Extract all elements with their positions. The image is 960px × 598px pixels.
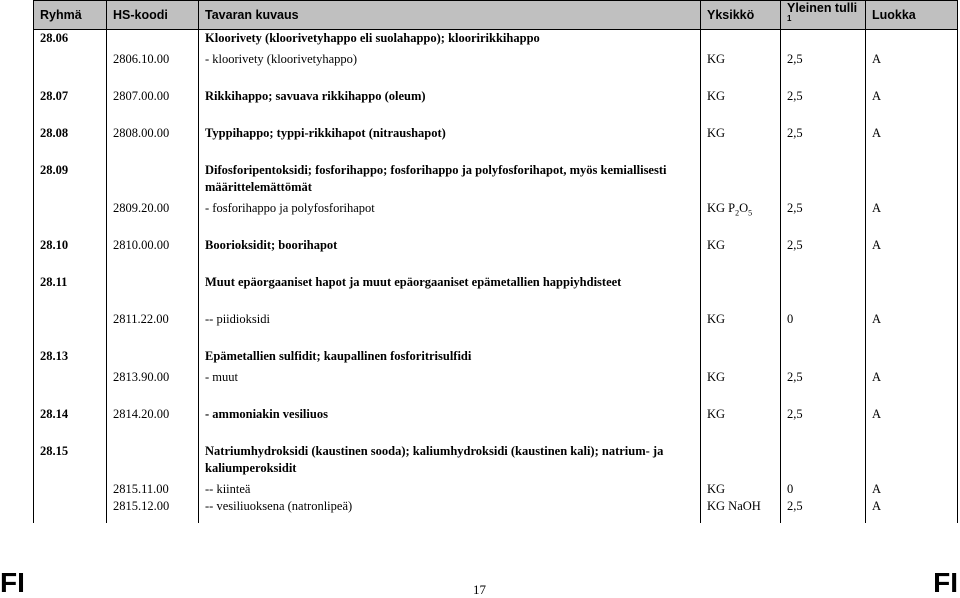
- col-header-tulli: Yleinen tulli $^1$: [781, 1, 866, 30]
- rate-cell: 2,5: [781, 498, 866, 515]
- class-cell: A: [866, 406, 958, 423]
- group-cell: 28.15: [34, 443, 107, 477]
- table-row: [34, 30, 958, 48]
- page-number: 17: [473, 582, 486, 597]
- language-mark-right: FI: [933, 567, 958, 598]
- rate-cell: 2,5: [781, 200, 866, 217]
- rate-cell: 2,5: [781, 406, 866, 423]
- group-cell: 28.07: [34, 88, 107, 105]
- table-row: [34, 498, 958, 515]
- description-cell: Natriumhydroksidi (kaustinen sooda); kaliumhydroksidi (kaustinen kali); natrium- ja kaliumperoksidit: [199, 443, 701, 477]
- group-cell: 28.14: [34, 406, 107, 423]
- rate-cell: 2,5: [781, 369, 866, 386]
- rate-cell: 2,5: [781, 237, 866, 254]
- unit-cell: KG NaOH: [701, 498, 781, 515]
- group-cell: 28.09: [34, 162, 107, 196]
- table-row: [34, 200, 958, 217]
- hs-code-cell: 2815.12.00: [107, 498, 199, 515]
- col-header-yksikko: Yksikkö: [701, 1, 781, 30]
- hs-code-cell: 2811.22.00: [107, 311, 199, 328]
- hs-code-cell: 2808.00.00: [107, 125, 199, 142]
- table-row: [34, 162, 958, 196]
- class-cell: A: [866, 237, 958, 254]
- col-header-kuvaus: Tavaran kuvaus: [199, 1, 701, 30]
- unit-cell: KG: [701, 88, 781, 105]
- table-row: [34, 369, 958, 386]
- table-row: [34, 311, 958, 328]
- description-cell: Epämetallien sulfidit; kaupallinen fosforitrisulfidi: [199, 348, 701, 365]
- group-cell: 28.11: [34, 274, 107, 291]
- description-cell: Kloorivety (kloorivetyhappo eli suolahappo); klooririkkihappo: [199, 30, 701, 48]
- unit-cell: KG: [701, 125, 781, 142]
- description-cell: - muut: [199, 369, 701, 386]
- unit-cell: KG: [701, 369, 781, 386]
- description-cell: - ammoniakin vesiliuos: [199, 406, 701, 423]
- group-cell: 28.10: [34, 237, 107, 254]
- col-header-ryhma: Ryhmä: [34, 1, 107, 30]
- description-cell: -- kiinteä: [199, 481, 701, 498]
- description-cell: - fosforihappo ja polyfosforihapot: [199, 200, 701, 217]
- table-row: [34, 125, 958, 142]
- rate-cell: 2,5: [781, 125, 866, 142]
- footnote-marker: 1: [787, 13, 792, 23]
- class-cell: A: [866, 481, 958, 498]
- table-row: [34, 88, 958, 105]
- hs-code-cell: 2806.10.00: [107, 51, 199, 68]
- description-cell: Difosforipentoksidi; fosforihappo; fosforihappo ja polyfosforihapot, myös kemiallisesti määrittelemättömät: [199, 162, 701, 196]
- unit-cell: KG: [701, 311, 781, 328]
- unit-cell: KG: [701, 406, 781, 423]
- group-cell: 28.08: [34, 125, 107, 142]
- description-cell: -- piidioksidi: [199, 311, 701, 328]
- class-cell: A: [866, 88, 958, 105]
- class-cell: A: [866, 369, 958, 386]
- group-cell: 28.06: [34, 30, 107, 48]
- col-header-luokka: Luokka: [866, 1, 958, 30]
- description-cell: Muut epäorgaaniset hapot ja muut epäorgaaniset epämetallien happiyhdisteet: [199, 274, 701, 291]
- class-cell: A: [866, 125, 958, 142]
- table-row: [34, 481, 958, 498]
- table-row: [34, 237, 958, 254]
- description-cell: - kloorivety (kloorivetyhappo): [199, 51, 701, 68]
- table-row: [34, 348, 958, 365]
- class-cell: A: [866, 311, 958, 328]
- table-row: [34, 51, 958, 68]
- class-cell: A: [866, 200, 958, 217]
- description-cell: Typpihappo; typpi-rikkihapot (nitraushapot): [199, 125, 701, 142]
- hs-code-cell: 2814.20.00: [107, 406, 199, 423]
- unit-cell: KG: [701, 237, 781, 254]
- header-row: [34, 1, 958, 30]
- rate-cell: 0: [781, 481, 866, 498]
- hs-code-cell: 2807.00.00: [107, 88, 199, 105]
- unit-cell: KG: [701, 481, 781, 498]
- unit-cell: KG $P_2O_5$: [701, 200, 781, 217]
- hs-code-cell: 2810.00.00: [107, 237, 199, 254]
- hs-code-cell: 2809.20.00: [107, 200, 199, 217]
- language-mark-left: FI: [0, 567, 25, 598]
- group-cell: 28.13: [34, 348, 107, 365]
- rate-cell: 2,5: [781, 88, 866, 105]
- description-cell: -- vesiliuoksena (natronlipeä): [199, 498, 701, 515]
- unit-cell: KG: [701, 51, 781, 68]
- hs-code-cell: 2813.90.00: [107, 369, 199, 386]
- table-row: [34, 274, 958, 291]
- tariff-table: [33, 0, 958, 523]
- class-cell: A: [866, 51, 958, 68]
- col-header-hs-koodi: HS-koodi: [107, 1, 199, 30]
- table-row: [34, 406, 958, 423]
- rate-cell: 0: [781, 311, 866, 328]
- class-cell: A: [866, 498, 958, 515]
- table-row: [34, 443, 958, 477]
- hs-code-cell: 2815.11.00: [107, 481, 199, 498]
- description-cell: Rikkihappo; savuava rikkihappo (oleum): [199, 88, 701, 105]
- rate-cell: 2,5: [781, 51, 866, 68]
- description-cell: Boorioksidit; boorihapot: [199, 237, 701, 254]
